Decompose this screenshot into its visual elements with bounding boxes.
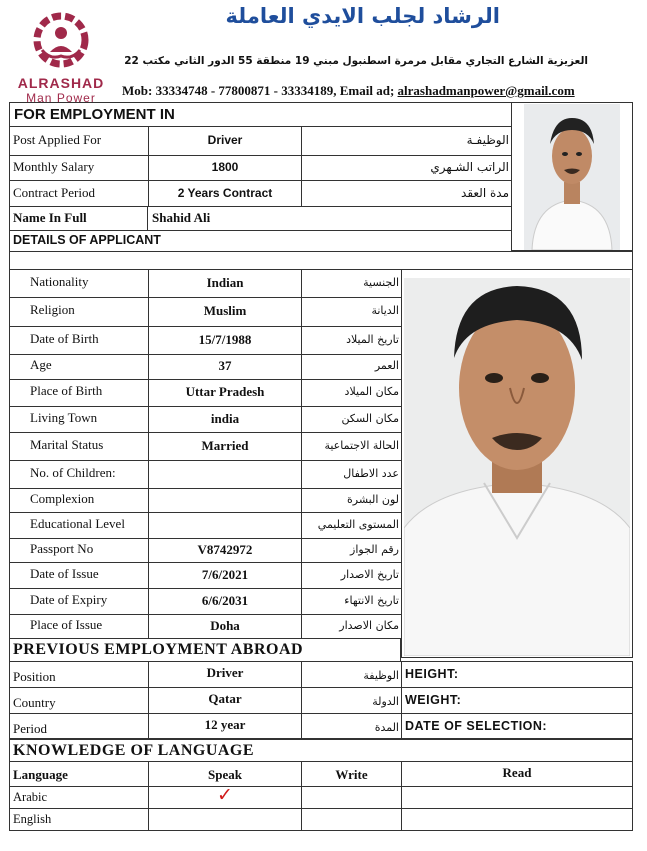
applicant-row-value: 7/6/2021	[201, 566, 249, 582]
applicant-value-cell	[148, 488, 302, 513]
previous-side-label: WEIGHT:	[405, 693, 462, 707]
applicant-row-label: Passport No	[30, 540, 94, 556]
applicant-row-value: Doha	[210, 617, 240, 633]
applicant-row-label: Nationality	[30, 273, 89, 289]
logo-sub: Man Power	[26, 91, 96, 105]
applicant-photo-large	[404, 278, 630, 656]
arabic-title: الرشاد لجلب الايدي العاملة	[225, 4, 500, 28]
contact-email[interactable]: alrashadmanpower@gmail.com	[397, 83, 575, 98]
language-cell	[301, 786, 402, 809]
previous-row-label: Position	[13, 669, 56, 684]
applicant-row-arabic: مكان الاصدار	[339, 618, 399, 632]
applicant-row-arabic: المستوى التعليمي	[317, 517, 399, 531]
applicant-row-label: Place of Birth	[30, 383, 103, 398]
applicant-row-value: Uttar Pradesh	[185, 384, 265, 399]
language-speak-check-icon: ✓	[217, 784, 233, 806]
previous-side-label: HEIGHT:	[405, 667, 459, 681]
employment-row-value: 1800	[211, 160, 239, 174]
applicant-row-value: Indian	[206, 274, 244, 290]
logo-name: ALRASHAD	[17, 75, 105, 91]
applicant-row-value: india	[210, 410, 240, 426]
previous-row-value: Qatar	[208, 691, 242, 706]
employment-row-arabic: الوظيفـة	[466, 133, 509, 147]
applicant-row-label: Date of Birth	[30, 330, 99, 346]
previous-row-arabic: الدولة	[372, 695, 399, 708]
name-label: Name In Full	[13, 210, 87, 225]
language-section-title: KNOWLEDGE OF LANGUAGE	[13, 742, 255, 759]
applicant-photo-small	[524, 104, 620, 250]
employment-row-label: Monthly Salary	[13, 159, 95, 174]
previous-row-value: Driver	[206, 665, 244, 680]
applicant-row-value: 15/7/1988	[198, 331, 252, 347]
applicant-row-arabic: رقم الجواز	[350, 542, 399, 556]
employment-row-label: Contract Period	[13, 184, 95, 200]
employment-section-title: FOR EMPLOYMENT IN	[14, 106, 175, 123]
contact-line	[122, 83, 575, 99]
language-cell	[401, 808, 633, 831]
applicant-row-value: 37	[218, 358, 232, 373]
language-cell	[148, 808, 302, 831]
name-value: Shahid Ali	[152, 210, 211, 225]
logo-icon	[6, 10, 116, 70]
language-header-write: Write	[335, 767, 368, 782]
applicant-row-arabic: تاريخ الميلاد	[346, 332, 399, 346]
previous-row-label: Country	[13, 695, 56, 710]
applicant-value-cell	[148, 512, 302, 539]
language-cell	[301, 808, 402, 831]
applicant-row-arabic: مكان الميلاد	[344, 385, 399, 398]
applicant-row-value: V8742972	[197, 541, 253, 557]
language-header-read: Read	[502, 765, 532, 780]
applicant-row-arabic: لون البشرة	[347, 492, 399, 506]
applicant-row-label: Educational Level	[30, 515, 125, 531]
employment-row-value: Driver	[207, 133, 243, 147]
applicant-row-arabic: الديانة	[371, 304, 399, 317]
employment-row-value: 2 Years Contract	[177, 185, 273, 200]
language-row-name: English	[13, 812, 52, 826]
applicant-row-value: 6/6/2031	[201, 592, 249, 608]
applicant-row-value: Married	[201, 437, 249, 453]
applicant-row-arabic: تاريخ الاصدار	[340, 567, 399, 581]
language-cell	[401, 786, 633, 809]
employment-row-arabic: مدة العقد	[461, 185, 509, 200]
previous-row-value: 12 year	[204, 717, 246, 732]
previous-side-label: DATE OF SELECTION:	[405, 719, 548, 733]
applicant-row-arabic: العمر	[374, 359, 399, 372]
applicant-row-label: Complexion	[30, 490, 95, 506]
employment-row-arabic: الراتب الشـهري	[430, 160, 509, 174]
applicant-row-value: Muslim	[203, 303, 247, 318]
contact-phones: Mob: 33334748 - 77800871 - 33334189, Email ad;	[122, 83, 398, 98]
applicant-row-label: Age	[30, 357, 52, 372]
employment-row-label: Post Applied For	[13, 132, 102, 147]
applicant-section-title: DETAILS OF APPLICANT	[13, 233, 161, 247]
previous-row-label: Period	[13, 721, 47, 736]
language-header-language: Language	[13, 767, 68, 782]
applicant-row-arabic: مكان السكن	[341, 411, 399, 425]
language-row-name: Arabic	[13, 790, 48, 804]
logo	[6, 10, 116, 105]
applicant-row-arabic: الجنسية	[363, 275, 399, 289]
applicant-row-label: Date of Issue	[30, 565, 99, 581]
previous-row-arabic: المدة	[374, 721, 399, 734]
applicant-row-label: Date of Expiry	[30, 591, 108, 607]
applicant-value-cell	[148, 460, 302, 489]
language-header-speak: Speak	[208, 767, 242, 782]
applicant-row-label: Religion	[30, 302, 75, 317]
applicant-row-label: No. of Children:	[30, 464, 116, 480]
applicant-row-label: Marital Status	[30, 436, 104, 452]
applicant-row-arabic: الحالة الاجتماعية	[324, 438, 399, 452]
applicant-row-label: Living Town	[30, 409, 98, 425]
previous-section-title: PREVIOUS EMPLOYMENT ABROAD	[13, 641, 304, 658]
arabic-address: العزيزية الشارع التجاري مقابل مرمرة اسطنبول مبني 19 منطقة 55 الدور الثاني مكتب 22	[124, 55, 588, 67]
applicant-row-arabic: عدد الاطفال	[343, 466, 399, 480]
applicant-row-arabic: تاريخ الانتهاء	[344, 593, 399, 607]
spacer-row	[9, 251, 633, 270]
previous-row-arabic: الوظيفة	[363, 669, 399, 682]
applicant-row-label: Place of Issue	[30, 616, 103, 632]
